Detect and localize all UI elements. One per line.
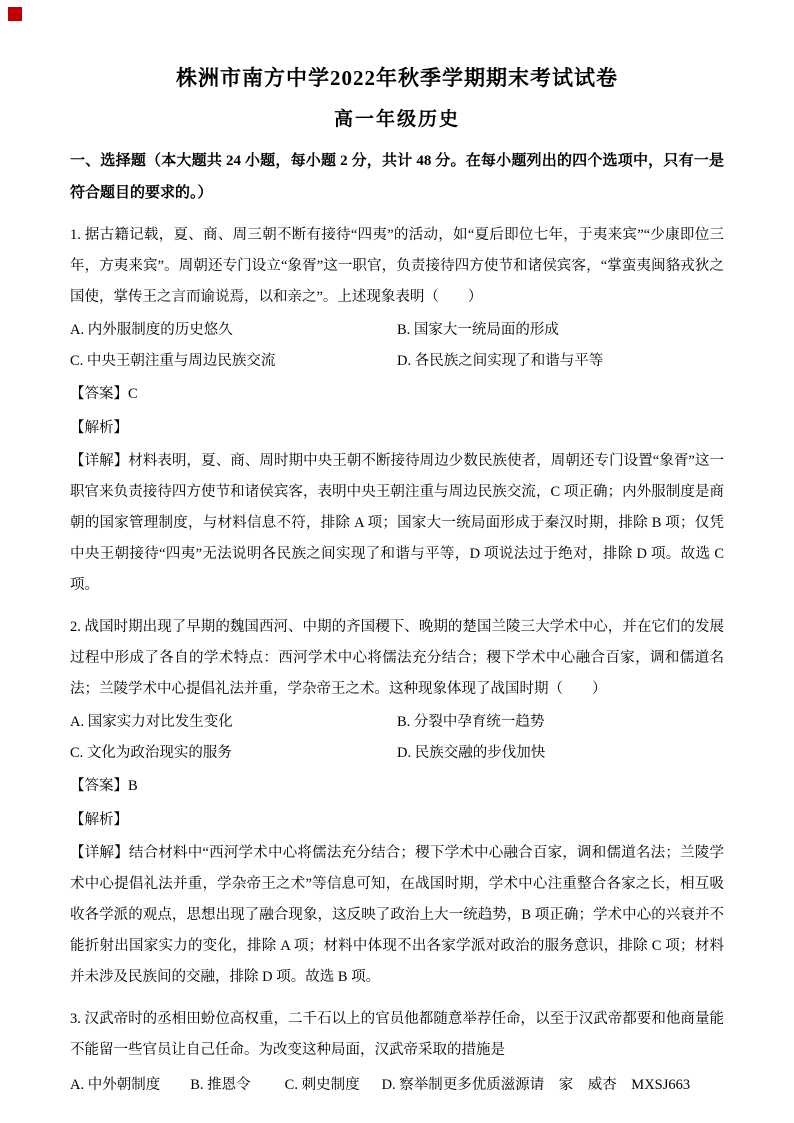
question-3-option-d: D. 察举制 [381,1076,443,1093]
question-2-option-a: A. 国家实力对比发生变化 [70,714,233,731]
question-1-stem: 1. 据古籍记载，夏、商、周三朝不断有接待“四夷”的活动，如“夏后即位七年，于夷来宾”“少康即位三年，方夷来宾”。周朝还专门设立“象胥”这一职官，负责接待四方使节和诸侯宾客，“掌蛮夷闽貉戎狄之国使，掌传王之言而谕说焉，以和亲之”。上述现象表明（ ） [70,226,724,305]
question-2-option-b: B. 分裂中孕育统一趋势 [397,714,545,731]
watermark-text: 更多优质滋源请 家 威杏 MXSJ663 [442,1076,691,1093]
question-1-option-c: C. 中央王朝注重与周边民族交流 [70,353,276,370]
question-1-detail: 【详解】材料表明，夏、商、周时期中央王朝不断接待周边少数民族使者，周朝还专门设置“象胥”这一职官来负责接待四方使节和诸侯宾客，表明中央王朝注重与周边民族交流，C 项正确；内外服制度是商朝的国家管理制度，与材料信息不符，排除 A 项；国家大一统局面形成于秦汉时期，排除 B 项；仅凭中央王朝接待“四夷”无法说明各民族之间实现了和谐与平等，D 项说法过于绝对，排除 D 项。故选 C 项。 [70,452,724,594]
question-3-option-b: B. 推恩令 [190,1076,251,1093]
exam-subtitle: 高一年级历史 [333,109,460,130]
question-1-option-b: B. 国家大一统局面的形成 [397,322,559,339]
question-1-option-a: A. 内外服制度的历史悠久 [70,322,233,339]
question-1-answer: 【答案】C [70,386,138,403]
question-3 [70,1004,724,1102]
question-2-option-c: C. 文化为政治现实的服务 [70,745,232,762]
question-2-analysis-label: 【解析】 [70,811,128,828]
question-2-option-d: D. 民族交融的步伐加快 [397,745,546,762]
question-2-options [70,707,724,769]
question-1-analysis-label: 【解析】 [70,419,128,436]
question-2-detail: 【详解】结合材料中“西河学术中心将儒法充分结合；稷下学术中心融合百家，调和儒道名法；兰陵学术中心提倡礼法并重，学杂帝王之术”等信息可知，在战国时期，学术中心注重整合各家之长，相互吸收各学派的观点，思想出现了融合现象，这反映了政治上大一统趋势，B 项正确；学术中心的兴衰并不能折射出国家实力的变化，排除 A 项；材料中体现不出各家学派对政治的服务意识，排除 C 项；材料并未涉及民族间的交融，排除 D 项。故选 B 项。 [70,844,724,986]
question-2-stem: 2. 战国时期出现了早期的魏国西河、中期的齐国稷下、晚期的楚国兰陵三大学术中心，并在它们的发展过程中形成了各自的学术特点：西河学术中心将儒法充分结合；稷下学术中心融合百家，调和儒道名法；兰陵学术中心提倡礼法并重，学杂帝王之术。这种现象体现了战国时期（ ） [70,618,724,697]
section-header: 一、选择题（本大题共 24 小题，每小题 2 分，共计 48 分。在每小题列出的四个选项中，只有一是符合题目的要求的。） [70,153,724,202]
question-3-option-a: A. 中外朝制度 [70,1076,161,1093]
red-corner-mark [8,7,22,21]
question-1-option-d: D. 各民族之间实现了和谐与平等 [397,353,604,370]
question-3-stem: 3. 汉武帝时的丞相田蚡位高权重，二千石以上的官员他都随意举荐任命，以至于汉武帝都要和他商量能不能留一些官员让自己任命。为改变这种局面，汉武帝采取的措施是 [70,1010,724,1058]
question-3-options [70,1070,724,1101]
question-2 [70,612,724,994]
question-1-options [70,315,724,377]
question-2-answer: 【答案】B [70,778,138,795]
exam-title: 株洲市南方中学2022年秋季学期期末考试试卷 [176,66,618,90]
question-3-option-c: C. 刺史制度 [284,1076,360,1093]
question-1 [70,220,724,602]
